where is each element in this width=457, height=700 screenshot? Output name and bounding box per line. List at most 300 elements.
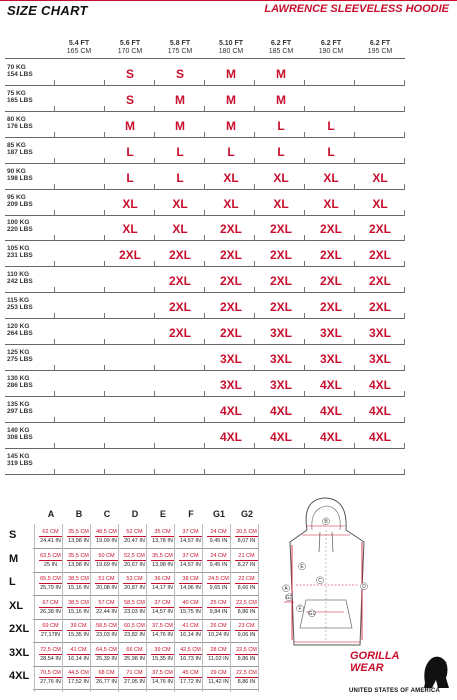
column-tick bbox=[54, 210, 55, 216]
measurement-cm: 22,5 CM bbox=[236, 646, 257, 653]
column-tick bbox=[154, 443, 155, 449]
weight-label bbox=[7, 375, 33, 389]
column-tick bbox=[354, 443, 355, 449]
size-cell: 4XL bbox=[319, 403, 342, 418]
measurement-size-label: 3XL bbox=[9, 646, 30, 659]
height-cm: 190 CM bbox=[318, 48, 344, 55]
measurement-cm: 58,5 CM bbox=[96, 623, 117, 629]
column-tick bbox=[54, 261, 55, 267]
weight-lbs: 198 LBS bbox=[7, 174, 33, 182]
measurement-cell bbox=[148, 552, 177, 569]
measurement-column-header: G2 bbox=[240, 509, 253, 519]
diagram-label: F bbox=[298, 606, 302, 612]
size-cell: L bbox=[176, 170, 184, 185]
column-tick bbox=[104, 365, 105, 371]
header-row-line bbox=[5, 58, 405, 59]
column-tick bbox=[154, 235, 155, 241]
measurement-column-line bbox=[202, 524, 203, 692]
size-cell: XL bbox=[223, 170, 239, 185]
measurement-in: 22,44 IN bbox=[96, 608, 117, 615]
column-tick bbox=[154, 469, 155, 475]
measurement-in: 15,35 IN bbox=[152, 655, 173, 662]
column-tick bbox=[354, 417, 355, 423]
measurement-cell bbox=[92, 552, 121, 569]
measurement-cm: 35,5 CM bbox=[152, 552, 173, 559]
size-cell: 2XL bbox=[319, 300, 342, 315]
measurement-cell bbox=[92, 528, 121, 545]
measurement-in: 19,69 IN bbox=[96, 561, 117, 568]
row-divider bbox=[5, 292, 405, 293]
measurement-in: 15,16 IN bbox=[68, 608, 89, 615]
row-divider bbox=[5, 344, 405, 345]
column-tick bbox=[104, 261, 105, 267]
measurement-cm: 24 CM bbox=[210, 552, 227, 559]
measurement-cell bbox=[232, 552, 261, 569]
measurement-cm: 69 CM bbox=[42, 623, 59, 629]
column-tick bbox=[354, 469, 355, 475]
size-cell: M bbox=[125, 118, 135, 133]
column-tick bbox=[104, 443, 105, 449]
column-tick bbox=[104, 469, 105, 475]
measurement-cell bbox=[36, 669, 65, 686]
column-tick bbox=[254, 132, 255, 138]
column-tick bbox=[254, 443, 255, 449]
measurement-cell bbox=[64, 669, 93, 686]
size-cell: 3XL bbox=[319, 326, 342, 340]
column-tick bbox=[254, 261, 255, 267]
measurement-cm: 53 CM bbox=[126, 576, 143, 582]
measurement-cm: 51 CM bbox=[98, 576, 115, 582]
measurement-cm: 50 CM bbox=[98, 552, 115, 559]
column-tick bbox=[204, 184, 205, 190]
column-tick bbox=[254, 106, 255, 112]
measurement-cell bbox=[232, 669, 261, 686]
size-cell: 2XL bbox=[168, 274, 191, 289]
weight-label bbox=[7, 401, 33, 415]
column-tick bbox=[304, 313, 305, 319]
weight-kg: 75 KG bbox=[7, 89, 26, 97]
measurement-cm: 44,5 CM bbox=[68, 670, 89, 676]
weight-lbs: 319 LBS bbox=[7, 459, 33, 467]
measurement-in: 27,17IN bbox=[40, 632, 61, 638]
measurement-cm: 35 CM bbox=[154, 529, 171, 535]
measurement-cell bbox=[176, 599, 205, 616]
measurement-cm: 58,5 CM bbox=[124, 599, 145, 606]
weight-label bbox=[7, 219, 33, 233]
column-tick bbox=[204, 235, 205, 241]
weight-label bbox=[7, 90, 33, 104]
measurement-in: 19,09 IN bbox=[96, 538, 117, 544]
row-divider bbox=[5, 85, 405, 86]
size-cell: 2XL bbox=[168, 248, 191, 263]
size-cell: 4XL bbox=[368, 429, 391, 444]
weight-lbs: 220 LBS bbox=[7, 226, 33, 234]
column-tick bbox=[304, 158, 305, 164]
measurement-cell bbox=[176, 552, 205, 569]
size-cell: 4XL bbox=[368, 377, 391, 392]
measurement-column-header: C bbox=[103, 509, 111, 519]
size-cell: S bbox=[125, 92, 134, 107]
measurement-cm: 35,5 CM bbox=[68, 552, 89, 559]
column-tick bbox=[204, 313, 205, 319]
column-tick bbox=[54, 339, 55, 345]
measurement-in: 26,38 IN bbox=[40, 608, 61, 615]
measurement-column-header: D bbox=[131, 509, 139, 519]
measurement-cell bbox=[204, 528, 233, 545]
measurement-cell bbox=[120, 622, 149, 639]
measurement-cell bbox=[176, 646, 205, 663]
weight-lbs: 275 LBS bbox=[7, 355, 33, 363]
column-tick bbox=[104, 313, 105, 319]
column-tick bbox=[204, 158, 205, 164]
column-tick bbox=[254, 287, 255, 293]
measurement-in: 8,66 IN bbox=[237, 585, 256, 591]
column-tick bbox=[354, 235, 355, 241]
column-tick bbox=[354, 313, 355, 319]
row-divider bbox=[5, 137, 405, 138]
column-tick bbox=[254, 210, 255, 216]
measurement-in: 23,03 IN bbox=[124, 608, 145, 615]
column-tick bbox=[104, 339, 105, 345]
measurement-cm: 22,5 CM bbox=[236, 599, 257, 606]
measurement-column-line bbox=[90, 524, 91, 692]
measurement-in: 8,86 IN bbox=[237, 608, 256, 615]
size-cell: XL bbox=[323, 170, 339, 185]
size-cell: 2XL bbox=[269, 274, 292, 289]
measurement-size-label: M bbox=[9, 552, 19, 565]
column-tick bbox=[204, 106, 205, 112]
size-cell: L bbox=[327, 118, 335, 133]
size-cell: S bbox=[125, 67, 134, 81]
height-cm: 185 CM bbox=[268, 48, 294, 55]
weight-lbs: 308 LBS bbox=[7, 433, 33, 441]
measurement-cell bbox=[92, 669, 121, 686]
size-cell: M bbox=[226, 92, 236, 107]
measurement-cm: 37,5 CM bbox=[152, 623, 173, 629]
column-tick bbox=[254, 339, 255, 345]
measurement-cell bbox=[36, 622, 65, 639]
column-tick bbox=[104, 80, 105, 86]
size-cell: 4XL bbox=[319, 429, 342, 444]
diagram-label: D bbox=[362, 584, 366, 590]
column-tick bbox=[304, 391, 305, 397]
diagram-label: G2 bbox=[285, 595, 293, 601]
column-tick bbox=[204, 80, 205, 86]
measurement-cm: 39 CM bbox=[70, 623, 87, 629]
measurement-in: 24,41 IN bbox=[40, 538, 61, 544]
height-ft: 5.8 FT bbox=[169, 40, 191, 47]
size-cell: 3XL bbox=[269, 351, 292, 366]
size-cell: M bbox=[226, 67, 236, 81]
weight-kg: 90 KG bbox=[7, 167, 26, 175]
size-cell: 4XL bbox=[219, 403, 242, 418]
column-tick bbox=[54, 417, 55, 423]
size-cell: XL bbox=[172, 222, 188, 237]
column-tick bbox=[354, 391, 355, 397]
measurement-cell bbox=[148, 599, 177, 616]
measurement-cell bbox=[120, 552, 149, 569]
measurement-in: 28,54 IN bbox=[40, 655, 61, 662]
size-cell: XL bbox=[122, 196, 138, 211]
row-divider bbox=[5, 266, 405, 267]
measurement-in: 15,16 IN bbox=[68, 585, 89, 591]
column-tick bbox=[104, 235, 105, 241]
size-cell: 2XL bbox=[319, 248, 342, 263]
measurement-in: 8,27 IN bbox=[237, 561, 256, 568]
size-cell: 3XL bbox=[319, 351, 342, 366]
measurement-cell bbox=[36, 599, 65, 616]
measurement-column-line bbox=[174, 524, 175, 692]
column-tick bbox=[304, 365, 305, 371]
measurement-in: 13,78 IN bbox=[152, 538, 173, 544]
measurement-in: 14,17 IN bbox=[152, 585, 173, 591]
column-tick bbox=[154, 313, 155, 319]
size-cell: 2XL bbox=[118, 248, 141, 263]
row-divider bbox=[5, 163, 405, 164]
measurement-in: 9,45 IN bbox=[209, 538, 228, 544]
size-cell: L bbox=[327, 144, 335, 159]
column-tick bbox=[354, 80, 355, 86]
measurement-column-header: F bbox=[188, 509, 194, 519]
measurement-cell bbox=[36, 528, 65, 545]
column-tick bbox=[154, 339, 155, 345]
weight-kg: 135 KG bbox=[7, 400, 30, 408]
size-cell: 2XL bbox=[168, 300, 191, 315]
height-cm: 175 CM bbox=[167, 48, 193, 55]
measurement-in: 9,45 IN bbox=[209, 561, 228, 568]
measurement-column-line bbox=[146, 524, 147, 692]
weight-label bbox=[7, 427, 33, 441]
measurement-in: 14,57 IN bbox=[180, 538, 201, 544]
size-cell: 2XL bbox=[368, 300, 391, 315]
column-tick bbox=[404, 261, 405, 267]
size-cell: 2XL bbox=[368, 248, 391, 263]
column-tick bbox=[404, 80, 405, 86]
measurement-cell bbox=[204, 646, 233, 663]
header-divider bbox=[0, 0, 457, 1]
product-name: LAWRENCE SLEEVELESS HOODIE bbox=[264, 3, 449, 15]
measurement-cm: 71 CM bbox=[126, 670, 143, 676]
measurement-cell bbox=[64, 622, 93, 639]
column-tick bbox=[204, 339, 205, 345]
height-ft: 5.6 FT bbox=[119, 40, 141, 47]
height-header bbox=[105, 40, 155, 56]
column-tick bbox=[354, 261, 355, 267]
measurement-cell bbox=[204, 575, 233, 592]
size-cell: 2XL bbox=[219, 248, 242, 263]
row-divider bbox=[5, 422, 405, 423]
row-divider bbox=[5, 318, 405, 319]
measurement-in: 26,77 IN bbox=[96, 679, 117, 685]
measurement-in: 20,67 IN bbox=[124, 561, 145, 568]
measurement-cm: 29 CM bbox=[210, 670, 227, 676]
column-tick bbox=[54, 443, 55, 449]
measurement-in: 11,02 IN bbox=[208, 655, 229, 662]
measurement-cm: 23 CM bbox=[238, 623, 255, 629]
height-header bbox=[155, 40, 205, 56]
measurement-cell bbox=[64, 646, 93, 663]
measurement-in: 14,57 IN bbox=[152, 608, 173, 615]
measurement-column-header: E bbox=[159, 509, 166, 519]
size-cell: 2XL bbox=[319, 222, 342, 237]
column-tick bbox=[404, 106, 405, 112]
height-cm: 195 CM bbox=[367, 48, 393, 55]
measurement-in: 9,84 IN bbox=[209, 608, 228, 615]
column-tick bbox=[154, 365, 155, 371]
column-tick bbox=[304, 132, 305, 138]
measurement-column-line bbox=[34, 524, 35, 692]
column-tick bbox=[304, 210, 305, 216]
size-cell: 4XL bbox=[269, 403, 292, 418]
measurement-column-line bbox=[118, 524, 119, 692]
column-tick bbox=[104, 417, 105, 423]
measurement-cm: 20,5 CM bbox=[236, 529, 257, 535]
measurement-cm: 22 CM bbox=[238, 576, 255, 582]
column-tick bbox=[154, 184, 155, 190]
weight-label bbox=[7, 168, 33, 182]
measurement-cell bbox=[176, 528, 205, 545]
row-divider bbox=[5, 448, 405, 449]
weight-label bbox=[7, 271, 33, 285]
height-header bbox=[355, 40, 405, 56]
measurement-cell bbox=[204, 552, 233, 569]
weight-kg: 140 KG bbox=[7, 426, 30, 434]
column-tick bbox=[54, 235, 55, 241]
measurement-cm: 38 CM bbox=[182, 576, 199, 582]
size-cell: 2XL bbox=[219, 300, 242, 315]
size-cell: 3XL bbox=[219, 351, 242, 366]
weight-kg: 100 KG bbox=[7, 219, 30, 227]
column-tick bbox=[154, 210, 155, 216]
row-divider bbox=[5, 111, 405, 112]
column-tick bbox=[354, 339, 355, 345]
size-cell: XL bbox=[323, 196, 339, 211]
measurement-cm: 38,5 CM bbox=[68, 599, 89, 606]
measurement-in: 11,42 IN bbox=[208, 679, 229, 685]
column-tick bbox=[204, 210, 205, 216]
weight-kg: 70 KG bbox=[7, 64, 26, 71]
measurement-cm: 65,5 CM bbox=[40, 576, 61, 582]
measurement-cell bbox=[64, 599, 93, 616]
measurement-in: 17,72 IN bbox=[180, 679, 201, 685]
measurement-column-header: B bbox=[75, 509, 83, 519]
measurement-size-label: 2XL bbox=[9, 623, 30, 635]
column-tick bbox=[404, 158, 405, 164]
column-tick bbox=[154, 158, 155, 164]
weight-kg: 125 KG bbox=[7, 348, 30, 356]
column-tick bbox=[254, 158, 255, 164]
column-tick bbox=[354, 106, 355, 112]
measurement-cell bbox=[176, 669, 205, 686]
column-tick bbox=[404, 287, 405, 293]
measurement-cell bbox=[148, 646, 177, 663]
measurement-cm: 24,5 CM bbox=[208, 576, 229, 582]
column-tick bbox=[204, 287, 205, 293]
weight-kg: 145 KG bbox=[7, 452, 30, 460]
column-tick bbox=[204, 365, 205, 371]
size-cell: M bbox=[276, 92, 286, 107]
column-tick bbox=[54, 106, 55, 112]
height-header bbox=[206, 40, 256, 56]
measurement-cell bbox=[92, 599, 121, 616]
diagram-label: B bbox=[324, 519, 328, 525]
weight-kg: 80 KG bbox=[7, 115, 26, 123]
measurement-column-line bbox=[258, 524, 259, 692]
measurement-in: 15,75 IN bbox=[180, 608, 201, 615]
measurement-cm: 62 CM bbox=[42, 529, 59, 535]
measurement-cm: 48,5 CM bbox=[96, 529, 117, 535]
size-cell: 2XL bbox=[269, 300, 292, 315]
weight-lbs: 253 LBS bbox=[7, 304, 33, 312]
measurement-cell bbox=[120, 575, 149, 592]
gorilla-icon bbox=[424, 657, 449, 688]
measurement-cell bbox=[64, 528, 93, 545]
diagram-label: A bbox=[284, 586, 288, 592]
column-tick bbox=[404, 391, 405, 397]
measurement-cell bbox=[148, 622, 177, 639]
column-tick bbox=[154, 417, 155, 423]
size-cell: M bbox=[276, 67, 286, 81]
column-tick bbox=[304, 106, 305, 112]
size-cell: M bbox=[175, 118, 185, 133]
column-tick bbox=[304, 287, 305, 293]
measurement-cell bbox=[92, 646, 121, 663]
column-tick bbox=[354, 365, 355, 371]
measurement-cell bbox=[120, 528, 149, 545]
size-cell: 2XL bbox=[319, 274, 342, 289]
column-tick bbox=[104, 287, 105, 293]
measurement-in: 25 IN bbox=[43, 561, 58, 568]
column-tick bbox=[54, 158, 55, 164]
weight-label bbox=[7, 142, 33, 156]
measurement-cm: 37 CM bbox=[182, 552, 199, 559]
weight-kg: 130 KG bbox=[7, 374, 30, 382]
column-tick bbox=[404, 417, 405, 423]
measurement-cm: 64,5 CM bbox=[96, 646, 117, 653]
weight-label bbox=[7, 245, 33, 259]
size-cell: 2XL bbox=[368, 222, 391, 237]
measurement-cell bbox=[64, 552, 93, 569]
weight-label bbox=[7, 194, 33, 208]
measurement-cm: 22,5 CM bbox=[236, 670, 257, 676]
measurement-in: 13,98 IN bbox=[152, 561, 173, 568]
measurement-in: 9,65 IN bbox=[209, 585, 228, 591]
measurement-cm: 39 CM bbox=[154, 646, 171, 653]
column-tick bbox=[254, 80, 255, 86]
measurement-cell bbox=[148, 528, 177, 545]
column-tick bbox=[404, 469, 405, 475]
size-cell: L bbox=[227, 144, 235, 159]
row-divider bbox=[5, 240, 405, 241]
column-tick bbox=[404, 184, 405, 190]
measurement-cell bbox=[176, 575, 205, 592]
diagram-label: C bbox=[318, 578, 322, 584]
weight-kg: 105 KG bbox=[7, 245, 30, 253]
weight-lbs: 242 LBS bbox=[7, 278, 33, 286]
height-cm: 170 CM bbox=[117, 48, 143, 55]
measurement-cm: 70,5 CM bbox=[40, 670, 61, 676]
column-tick bbox=[154, 287, 155, 293]
measurement-cell bbox=[232, 599, 261, 616]
size-cell: XL bbox=[172, 196, 188, 211]
size-cell: S bbox=[175, 67, 184, 81]
weight-lbs: 231 LBS bbox=[7, 252, 33, 260]
weight-label bbox=[7, 297, 33, 311]
column-tick bbox=[154, 132, 155, 138]
measurement-in: 27,76 IN bbox=[40, 679, 61, 685]
measurement-cm: 37 CM bbox=[154, 599, 171, 606]
column-tick bbox=[204, 469, 205, 475]
